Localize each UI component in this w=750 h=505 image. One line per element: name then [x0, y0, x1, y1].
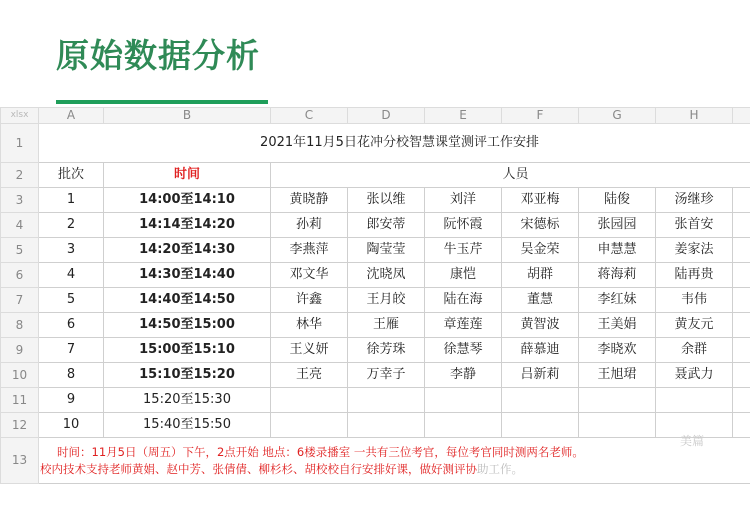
person-cell[interactable]: 万幸子: [348, 363, 425, 388]
time-cell[interactable]: 14:40至14:50: [104, 288, 271, 313]
person-cell[interactable]: 董慧: [502, 288, 579, 313]
time-cell[interactable]: 14:00至14:10: [104, 188, 271, 213]
person-cell[interactable]: 章莲莲: [425, 313, 502, 338]
person-cell[interactable]: 王义妍: [271, 338, 348, 363]
person-cell[interactable]: 陶莹莹: [348, 238, 425, 263]
person-cell[interactable]: 汤继珍: [656, 188, 733, 213]
person-cell[interactable]: [271, 413, 348, 438]
person-cell[interactable]: 张园园: [579, 213, 656, 238]
empty-cell[interactable]: [733, 363, 750, 388]
person-cell[interactable]: 薛慕迪: [502, 338, 579, 363]
person-cell[interactable]: 邓文华: [271, 263, 348, 288]
time-cell[interactable]: 14:30至14:40: [104, 263, 271, 288]
person-cell[interactable]: 陆在海: [425, 288, 502, 313]
sheet-row: [1, 338, 750, 363]
person-cell[interactable]: 胡群: [502, 263, 579, 288]
person-cell[interactable]: 阮怀霞: [425, 213, 502, 238]
person-cell[interactable]: 申慧慧: [579, 238, 656, 263]
batch-cell[interactable]: 3: [39, 238, 104, 263]
sheet-row: [1, 388, 750, 413]
sheet-row: [1, 363, 750, 388]
person-cell[interactable]: 王美娟: [579, 313, 656, 338]
person-cell[interactable]: [348, 413, 425, 438]
empty-cell[interactable]: [733, 188, 750, 213]
batch-cell[interactable]: 7: [39, 338, 104, 363]
column-header-b[interactable]: B: [104, 108, 271, 124]
row-number[interactable]: 3: [1, 188, 39, 213]
person-cell[interactable]: [425, 413, 502, 438]
sheet-title-cell[interactable]: 2021年11月5日花冲分校智慧课堂测评工作安排: [39, 124, 750, 163]
row-number[interactable]: 5: [1, 238, 39, 263]
sheet-row: [1, 288, 750, 313]
person-cell[interactable]: 张首安: [656, 213, 733, 238]
batch-cell[interactable]: 6: [39, 313, 104, 338]
empty-cell[interactable]: [733, 313, 750, 338]
sheet-row: [1, 313, 750, 338]
empty-cell[interactable]: [733, 213, 750, 238]
note-line-2-text: 校内技术支持老师黄娟、赵中芳、张倩倩、柳杉杉、胡校校自行安排好课，做好测评协: [40, 461, 477, 476]
batch-cell[interactable]: 9: [39, 388, 104, 413]
person-cell[interactable]: 韦伟: [656, 288, 733, 313]
person-cell[interactable]: [656, 388, 733, 413]
person-cell[interactable]: 陆再贵: [656, 263, 733, 288]
person-cell[interactable]: [579, 413, 656, 438]
batch-cell[interactable]: 1: [39, 188, 104, 213]
column-header-c[interactable]: C: [271, 108, 348, 124]
person-cell[interactable]: 黄友元: [656, 313, 733, 338]
row-number[interactable]: 13: [1, 438, 39, 484]
column-header-i[interactable]: [733, 108, 750, 124]
title-underline: [56, 100, 268, 104]
row-number[interactable]: 10: [1, 363, 39, 388]
person-cell[interactable]: 宋德标: [502, 213, 579, 238]
person-cell[interactable]: 余群: [656, 338, 733, 363]
person-cell[interactable]: 黄晓静: [271, 188, 348, 213]
empty-cell[interactable]: [733, 338, 750, 363]
person-cell[interactable]: [502, 388, 579, 413]
column-header-a[interactable]: A: [39, 108, 104, 124]
person-cell[interactable]: 王雁: [348, 313, 425, 338]
sheet-row: [1, 124, 750, 163]
watermark-logo: 美篇: [680, 434, 705, 448]
sheet-row: [1, 188, 750, 213]
sheet-corner[interactable]: xlsx: [1, 108, 39, 124]
person-cell[interactable]: 牛玉芹: [425, 238, 502, 263]
person-cell[interactable]: 王旭珺: [579, 363, 656, 388]
time-cell[interactable]: 14:50至15:00: [104, 313, 271, 338]
person-cell[interactable]: 林华: [271, 313, 348, 338]
header-people-cell[interactable]: 人员: [271, 163, 750, 188]
person-cell[interactable]: 吴金荣: [502, 238, 579, 263]
person-cell[interactable]: 王亮: [271, 363, 348, 388]
time-cell[interactable]: 15:00至15:10: [104, 338, 271, 363]
person-cell[interactable]: 徐芳珠: [348, 338, 425, 363]
empty-cell[interactable]: [733, 413, 750, 438]
row-number[interactable]: 4: [1, 213, 39, 238]
row-number[interactable]: 9: [1, 338, 39, 363]
empty-cell[interactable]: [733, 388, 750, 413]
batch-cell[interactable]: 5: [39, 288, 104, 313]
time-cell[interactable]: 15:40至15:50: [104, 413, 271, 438]
person-cell[interactable]: 邓亚梅: [502, 188, 579, 213]
row-number[interactable]: 2: [1, 163, 39, 188]
column-header-g[interactable]: G: [579, 108, 656, 124]
person-cell[interactable]: 孙莉: [271, 213, 348, 238]
time-cell[interactable]: 15:20至15:30: [104, 388, 271, 413]
person-cell[interactable]: [579, 388, 656, 413]
person-cell[interactable]: [271, 388, 348, 413]
person-cell[interactable]: 蒋海莉: [579, 263, 656, 288]
person-cell[interactable]: 吕新莉: [502, 363, 579, 388]
batch-cell[interactable]: 4: [39, 263, 104, 288]
time-cell[interactable]: 15:10至15:20: [104, 363, 271, 388]
batch-cell[interactable]: 10: [39, 413, 104, 438]
person-cell[interactable]: [502, 413, 579, 438]
person-cell[interactable]: 陆俊: [579, 188, 656, 213]
sheet-row: [1, 438, 750, 484]
person-cell[interactable]: 李静: [425, 363, 502, 388]
row-number[interactable]: 7: [1, 288, 39, 313]
row-number[interactable]: 11: [1, 388, 39, 413]
spreadsheet-grid: [0, 107, 750, 484]
person-cell[interactable]: 郎安蒂: [348, 213, 425, 238]
sheet-row: [1, 163, 750, 188]
person-cell[interactable]: 沈晓凤: [348, 263, 425, 288]
sheet-row: [1, 213, 750, 238]
person-cell[interactable]: 聂武力: [656, 363, 733, 388]
batch-cell[interactable]: 8: [39, 363, 104, 388]
row-number[interactable]: 12: [1, 413, 39, 438]
note-line-2: [39, 461, 750, 478]
person-cell[interactable]: 许鑫: [271, 288, 348, 313]
note-line-1: 时间：11月5日（周五）下午，2点开始 地点：6楼录播室 一共有三位考官，每位考官同时测两名老师。: [57, 444, 584, 459]
person-cell[interactable]: 李红妹: [579, 288, 656, 313]
sheet-row: [1, 263, 750, 288]
person-cell[interactable]: [425, 388, 502, 413]
person-cell[interactable]: 黄智波: [502, 313, 579, 338]
row-number[interactable]: 1: [1, 124, 39, 163]
person-cell[interactable]: 李燕萍: [271, 238, 348, 263]
column-header-row: [1, 108, 750, 124]
empty-cell[interactable]: [733, 238, 750, 263]
page-title: 原始数据分析: [56, 36, 260, 75]
row-number[interactable]: 8: [1, 313, 39, 338]
note-line-2-faded: 助工作。: [477, 461, 523, 476]
person-cell[interactable]: 李晓欢: [579, 338, 656, 363]
column-header-f[interactable]: F: [502, 108, 579, 124]
header-time-cell[interactable]: 时间: [104, 163, 271, 188]
person-cell[interactable]: [348, 388, 425, 413]
sheet-row: [1, 413, 750, 438]
person-cell[interactable]: 康恺: [425, 263, 502, 288]
empty-cell[interactable]: [733, 263, 750, 288]
spreadsheet[interactable]: [0, 107, 750, 505]
header-batch-cell[interactable]: 批次: [39, 163, 104, 188]
row-number[interactable]: 6: [1, 263, 39, 288]
person-cell[interactable]: 张以维: [348, 188, 425, 213]
time-cell[interactable]: 14:14至14:20: [104, 213, 271, 238]
person-cell[interactable]: 王月皎: [348, 288, 425, 313]
sheet-row: [1, 238, 750, 263]
column-header-h[interactable]: H: [656, 108, 733, 124]
person-cell[interactable]: 姜家法: [656, 238, 733, 263]
empty-cell[interactable]: [733, 288, 750, 313]
batch-cell[interactable]: 2: [39, 213, 104, 238]
column-header-e[interactable]: E: [425, 108, 502, 124]
person-cell[interactable]: 刘洋: [425, 188, 502, 213]
column-header-d[interactable]: D: [348, 108, 425, 124]
time-cell[interactable]: 14:20至14:30: [104, 238, 271, 263]
person-cell[interactable]: 徐慧琴: [425, 338, 502, 363]
note-cell[interactable]: [39, 438, 750, 484]
